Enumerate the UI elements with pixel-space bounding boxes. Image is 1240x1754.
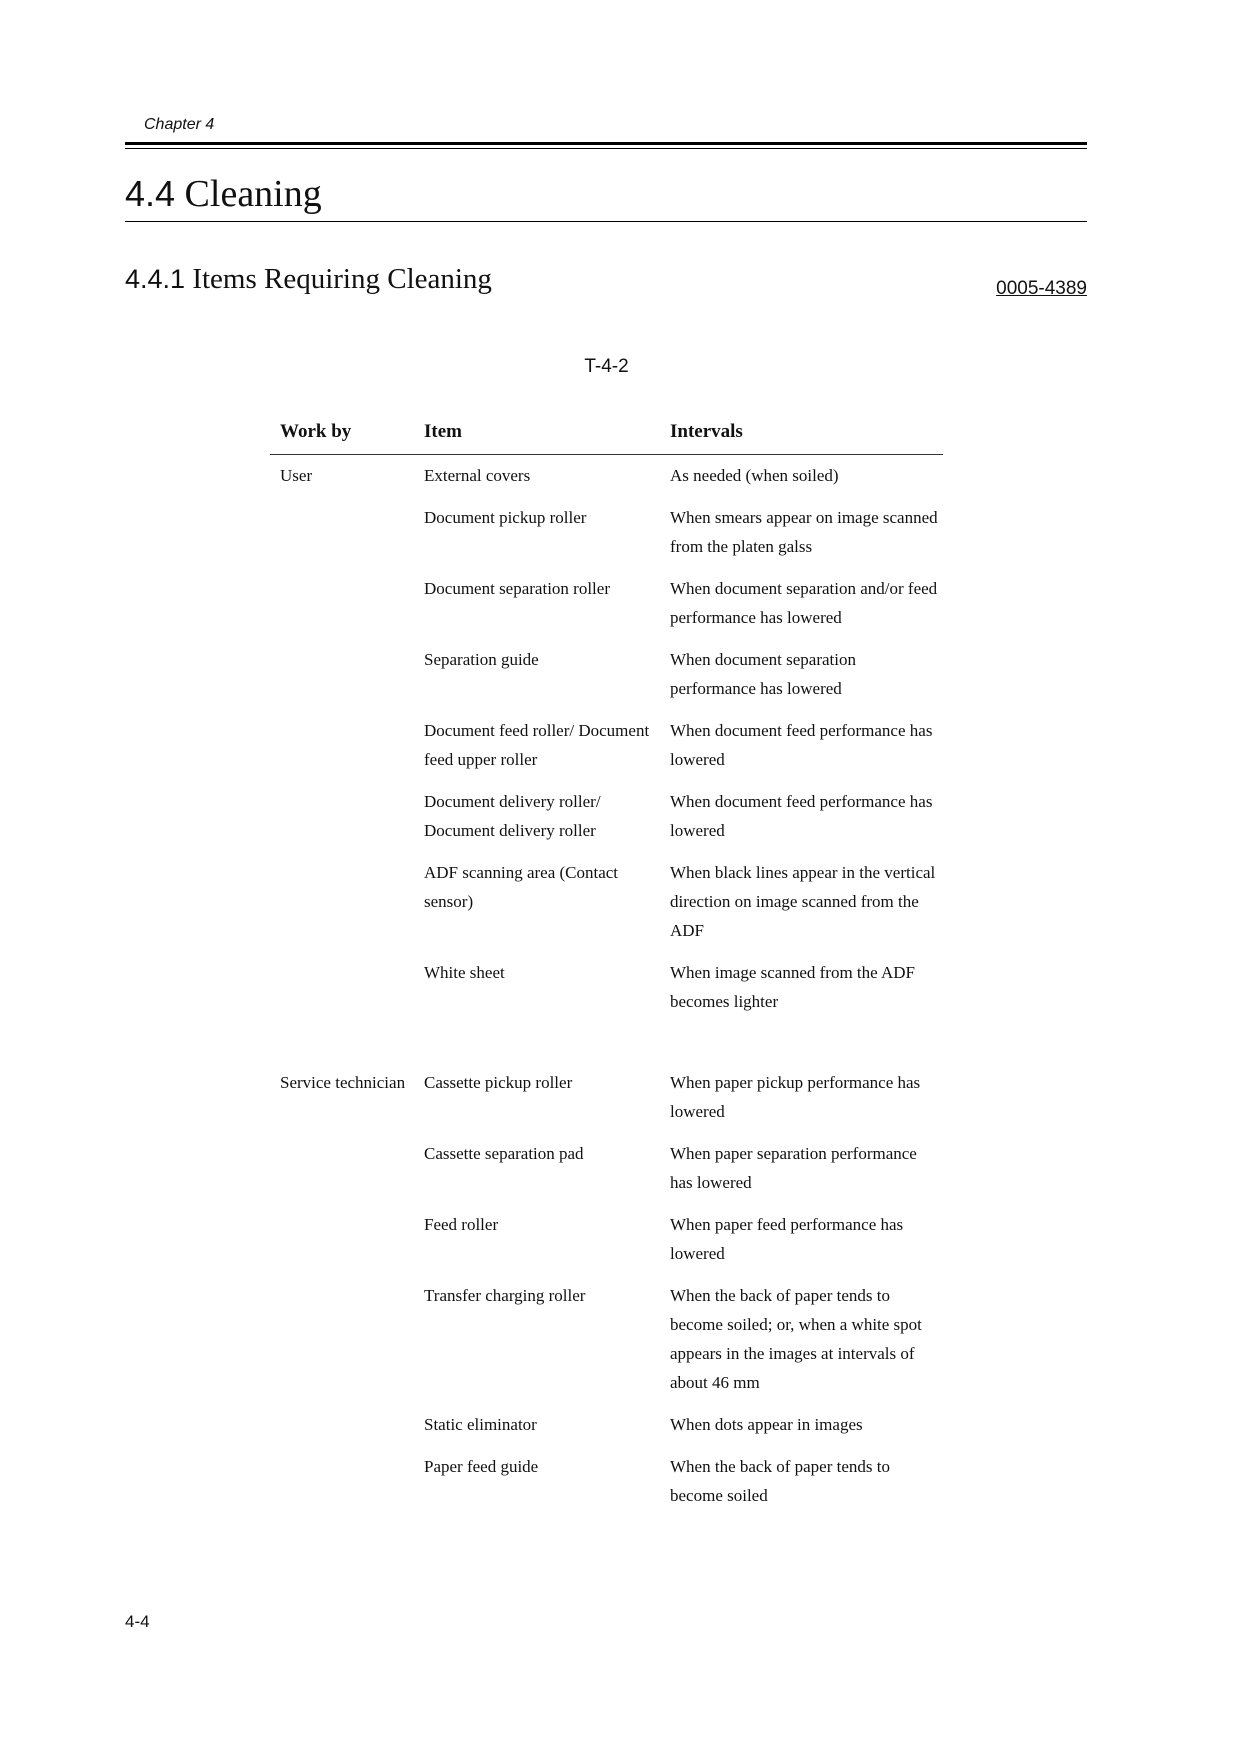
table-group xyxy=(270,461,943,1016)
cleaning-table xyxy=(270,420,943,1523)
cell-work-by xyxy=(270,1452,414,1510)
cell-item: Document pickup roller xyxy=(424,508,587,527)
cell-work-by xyxy=(270,1139,414,1197)
cell-work-by xyxy=(270,1281,414,1397)
cell-item: Paper feed guide xyxy=(424,1457,539,1476)
cell-interval: When black lines appear in the vertical direction on image scanned from the ADF xyxy=(670,863,936,940)
cell-interval: When the back of paper tends to become soiled xyxy=(670,1457,890,1505)
section-rule xyxy=(125,221,1087,222)
table-row xyxy=(270,958,943,1016)
cell-work-by: Service technician xyxy=(280,1073,406,1092)
cell-item: External covers xyxy=(424,466,531,485)
cell-item: Cassette pickup roller xyxy=(424,1073,573,1092)
cell-item: Document feed roller/ Document feed upper roller xyxy=(424,721,650,769)
header-item: Item xyxy=(424,421,462,442)
table-row xyxy=(270,1281,943,1397)
table-row xyxy=(270,1139,943,1197)
table-row xyxy=(270,503,943,561)
document-code: 0005-4389 xyxy=(996,278,1087,299)
table-row xyxy=(270,1452,943,1510)
cell-item: White sheet xyxy=(424,963,505,982)
cell-interval: When the back of paper tends to become soiled; or, when a white spot appears in the images at intervals of about 46 mm xyxy=(670,1286,922,1392)
cell-item: ADF scanning area (Contact sensor) xyxy=(424,863,619,911)
cell-work-by xyxy=(270,716,414,774)
cell-work-by: User xyxy=(280,466,313,485)
cell-interval: When document feed performance has lowered xyxy=(670,721,933,769)
cell-item: Document delivery roller/ Document delivery roller xyxy=(424,792,601,840)
cell-interval: When paper separation performance has lowered xyxy=(670,1144,917,1192)
header-rule-thick xyxy=(125,142,1087,145)
table-body xyxy=(270,461,943,1510)
chapter-label: Chapter 4 xyxy=(144,116,215,133)
header-rule-thin xyxy=(125,148,1087,149)
table-id: T-4-2 xyxy=(584,356,629,377)
table-row xyxy=(270,645,943,703)
cell-item: Separation guide xyxy=(424,650,539,669)
cell-work-by xyxy=(270,858,414,945)
cell-work-by xyxy=(270,645,414,703)
cell-interval: When image scanned from the ADF becomes lighter xyxy=(670,963,916,1011)
page-number: 4-4 xyxy=(125,1612,150,1631)
table-row xyxy=(270,574,943,632)
table-row xyxy=(270,1210,943,1268)
cell-item: Static eliminator xyxy=(424,1415,537,1434)
cell-work-by xyxy=(270,1410,414,1439)
cell-item: Feed roller xyxy=(424,1215,499,1234)
section-title: Cleaning xyxy=(184,173,322,215)
cell-work-by xyxy=(270,1210,414,1268)
table-header xyxy=(270,420,943,455)
header-work-by: Work by xyxy=(280,421,352,442)
table-row xyxy=(270,716,943,774)
table-row xyxy=(270,1068,943,1126)
cell-interval: When document separation performance has lowered xyxy=(670,650,856,698)
cell-work-by xyxy=(270,503,414,561)
subsection-heading xyxy=(125,262,492,296)
cell-interval: When document separation and/or feed performance has lowered xyxy=(670,579,938,627)
cell-item: Document separation roller xyxy=(424,579,610,598)
cell-interval: As needed (when soiled) xyxy=(670,466,839,485)
table-row xyxy=(270,1410,943,1439)
table-row xyxy=(270,858,943,945)
cell-interval: When document feed performance has lowered xyxy=(670,792,933,840)
subsection-title: Items Requiring Cleaning xyxy=(192,263,492,295)
cell-interval: When paper pickup performance has lowered xyxy=(670,1073,921,1121)
cell-item: Cassette separation pad xyxy=(424,1144,584,1163)
cell-work-by xyxy=(270,787,414,845)
cell-item: Transfer charging roller xyxy=(424,1286,586,1305)
table-group xyxy=(270,1068,943,1510)
section-number: 4.4 xyxy=(125,173,176,214)
table-row xyxy=(270,461,943,490)
subsection-number: 4.4.1 xyxy=(125,264,186,294)
table-row xyxy=(270,787,943,845)
cell-work-by xyxy=(270,574,414,632)
cell-interval: When smears appear on image scanned from the platen galss xyxy=(670,508,938,556)
cell-work-by xyxy=(270,958,414,1016)
header-intervals: Intervals xyxy=(670,421,743,442)
cell-interval: When paper feed performance has lowered xyxy=(670,1215,904,1263)
cell-interval: When dots appear in images xyxy=(670,1415,863,1434)
section-heading xyxy=(125,172,322,216)
